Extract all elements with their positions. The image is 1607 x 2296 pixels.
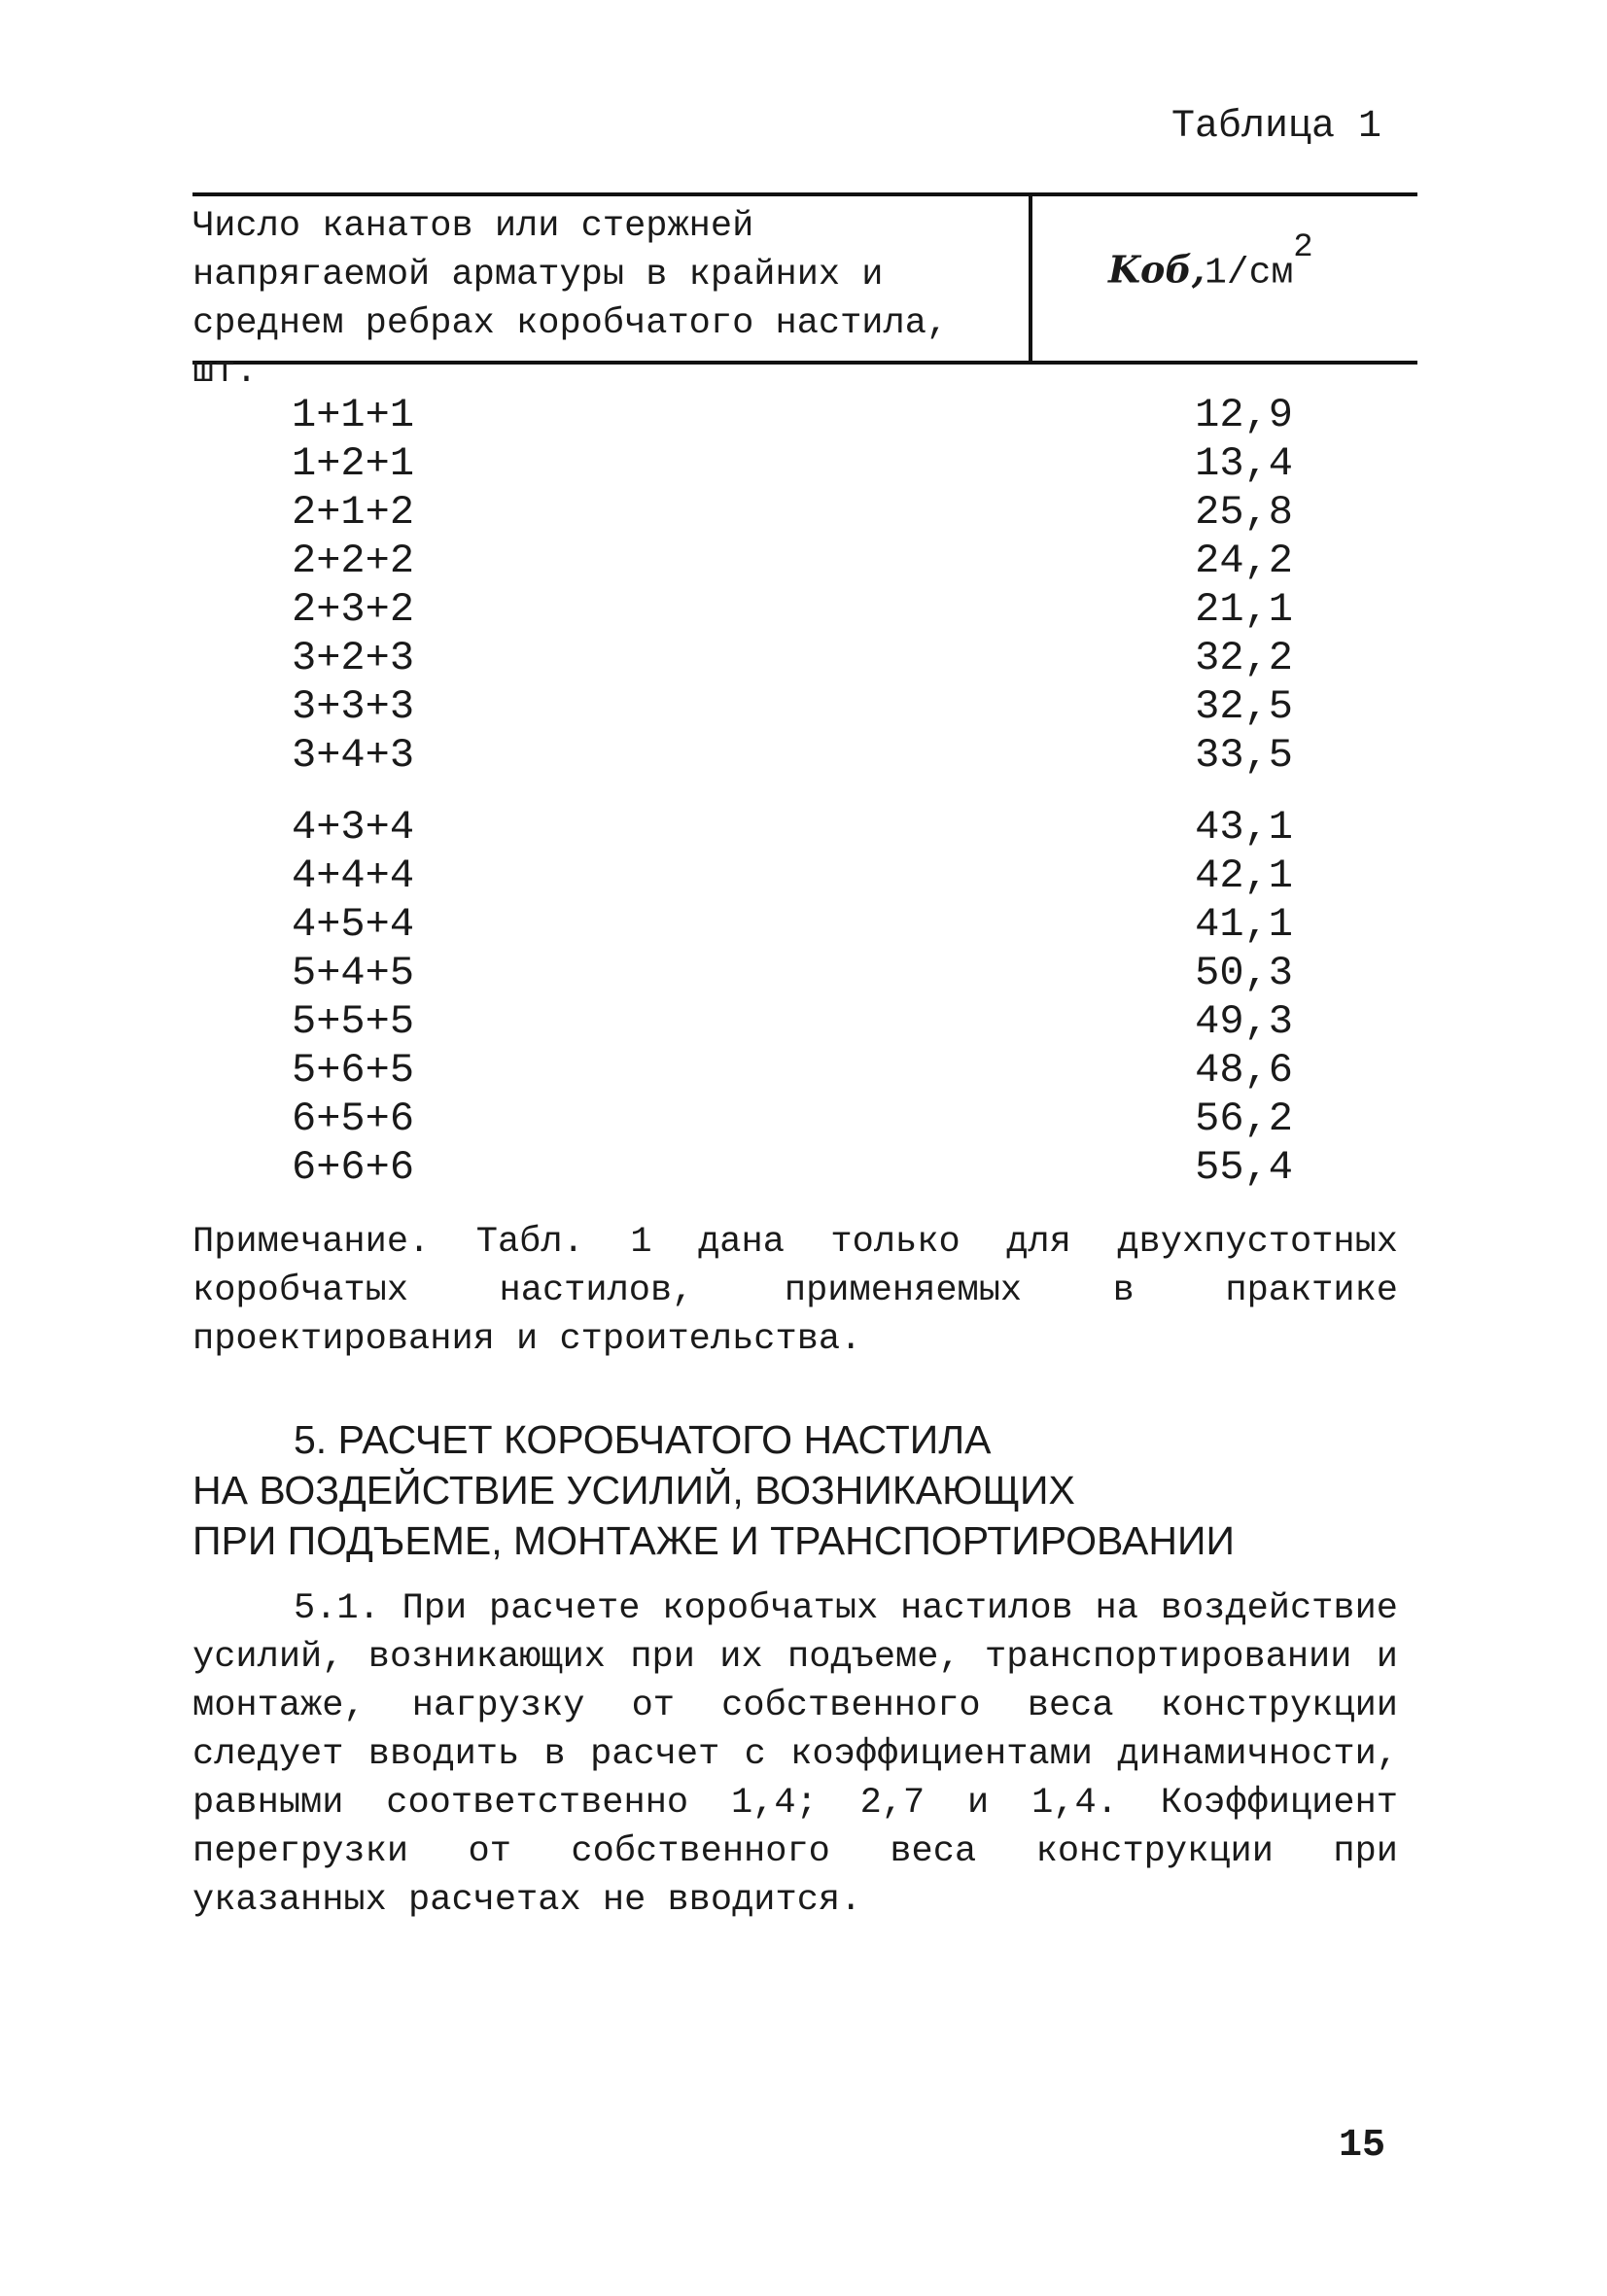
table-row <box>292 803 1293 852</box>
rod-combination: 3+3+3 <box>292 683 415 730</box>
rod-combination: 6+5+6 <box>292 1096 415 1142</box>
coefficient-value: 21,1 <box>1195 586 1293 633</box>
coefficient-value: 12,9 <box>1195 392 1293 438</box>
table-row <box>292 391 1293 439</box>
section-heading-line-3: ПРИ ПОДЪЕМЕ, МОНТАЖЕ И ТРАНСПОРТИРОВАНИИ <box>192 1518 1235 1563</box>
rod-combination: 5+4+5 <box>292 950 415 996</box>
unit-superscript: 2 <box>1293 229 1313 266</box>
rod-combination: 3+4+3 <box>292 732 415 779</box>
table-body <box>292 391 1293 1192</box>
section-heading-line-2: НА ВОЗДЕЙСТВИЕ УСИЛИЙ, ВОЗНИКАЮЩИХ <box>192 1468 1075 1513</box>
coefficient-value: 33,5 <box>1195 732 1293 779</box>
table-row <box>292 900 1293 949</box>
table-header-divider <box>1029 192 1032 363</box>
rod-combination: 4+4+4 <box>292 852 415 899</box>
table-top-rule <box>192 192 1417 196</box>
unit-label: 1/см <box>1205 252 1294 295</box>
rod-combination: 3+2+3 <box>292 635 415 681</box>
rod-combination: 4+5+4 <box>292 901 415 948</box>
coefficient-value: 48,6 <box>1195 1047 1293 1094</box>
section-heading-line-1: 5. РАСЧЕТ КОРОБЧАТОГО НАСТИЛА <box>294 1417 992 1462</box>
section-heading <box>192 1414 1417 1566</box>
table-row <box>292 731 1293 780</box>
coefficient-value: 42,1 <box>1195 852 1293 899</box>
coefficient-value: 25,8 <box>1195 489 1293 536</box>
coefficient-value: 43,1 <box>1195 804 1293 851</box>
table-row <box>292 1046 1293 1095</box>
coefficient-value: 55,4 <box>1195 1144 1293 1191</box>
paragraph-5-1: 5.1. При расчете коробчатых настилов на воздействие усилий, возникающих при их подъеме, транспортировании и монтаже, нагрузку от собственного веса конструкции следует вводить в расчет с коэффициентами динамичности, равными соответственно 1,4; 2,7 и 1,4. Коэффициент перегрузки от собственного веса конструкции при указанных расчетах не вводится. <box>192 1588 1398 1921</box>
table-note: Примечание. Табл. 1 дана только для двухпустотных коробчатых настилов, применяемых в практике проектирования и строительства. <box>192 1222 1398 1360</box>
coefficient-value: 56,2 <box>1195 1096 1293 1142</box>
rod-combination: 1+2+1 <box>292 440 415 487</box>
coefficient-value: 24,2 <box>1195 538 1293 584</box>
rod-combination: 2+1+2 <box>292 489 415 536</box>
table-row <box>292 949 1293 997</box>
table-col1-header: Число канатов или стержней напрягаемой арматуры в крайних и среднем ребрах коробчатого настила, шт. <box>192 206 949 393</box>
rod-combination: 5+6+5 <box>292 1047 415 1094</box>
table-label: Таблица 1 <box>1170 105 1381 149</box>
table-col2-header <box>1108 229 1313 295</box>
rod-combination: 2+3+2 <box>292 586 415 633</box>
rod-combination: 5+5+5 <box>292 998 415 1045</box>
table-row <box>292 634 1293 682</box>
rod-combination: 1+1+1 <box>292 392 415 438</box>
rod-combination: 6+6+6 <box>292 1144 415 1191</box>
table-row <box>292 682 1293 731</box>
table-row <box>292 852 1293 900</box>
table-row <box>292 585 1293 634</box>
rod-combination: 2+2+2 <box>292 538 415 584</box>
page-number: 15 <box>1338 2124 1385 2168</box>
table-row <box>292 537 1293 585</box>
coefficient-symbol: Kоб, <box>1108 247 1205 292</box>
table-row <box>292 488 1293 537</box>
table-row <box>292 1095 1293 1143</box>
table-row <box>292 1143 1293 1192</box>
coefficient-value: 13,4 <box>1195 440 1293 487</box>
coefficient-value: 32,5 <box>1195 683 1293 730</box>
rod-combination: 4+3+4 <box>292 804 415 851</box>
coefficient-value: 50,3 <box>1195 950 1293 996</box>
coefficient-value: 32,2 <box>1195 635 1293 681</box>
coefficient-value: 41,1 <box>1195 901 1293 948</box>
table-row <box>292 997 1293 1046</box>
table-row <box>292 439 1293 488</box>
coefficient-value: 49,3 <box>1195 998 1293 1045</box>
